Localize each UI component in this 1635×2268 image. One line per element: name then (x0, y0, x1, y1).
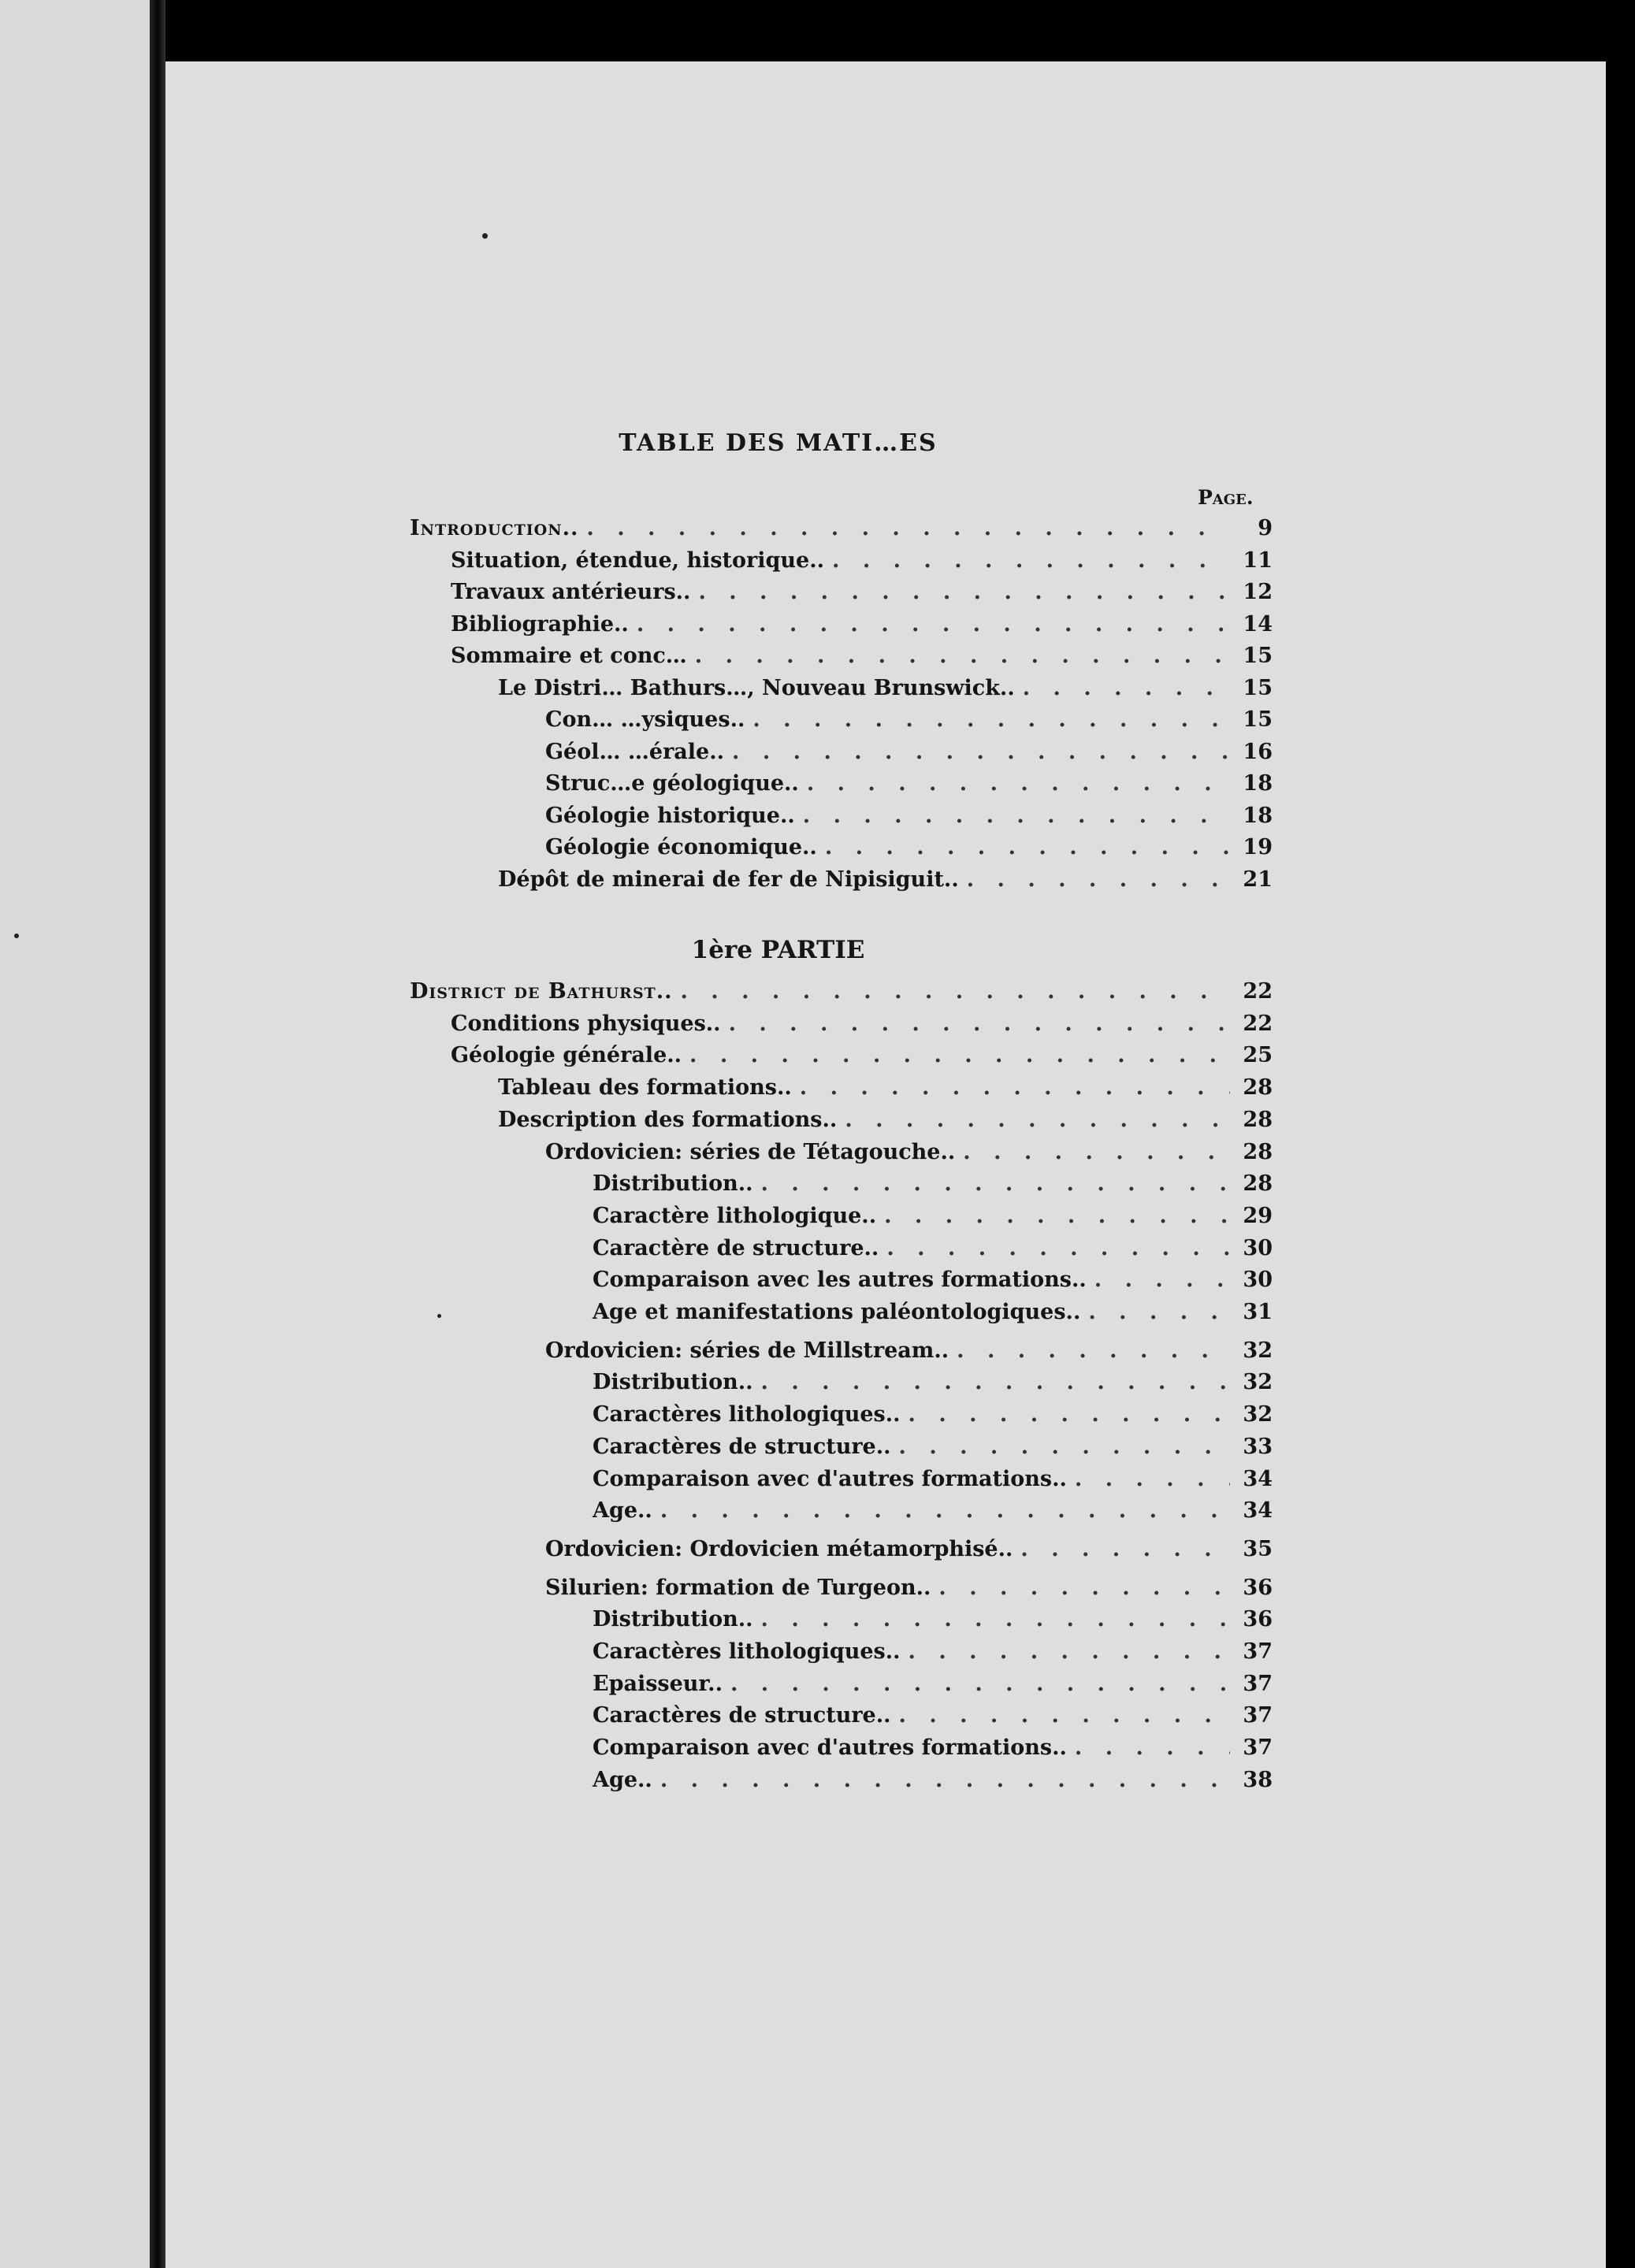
toc-entry-label: Ordovicien: Ordovicien métamorphisé.. (545, 1536, 1013, 1561)
toc-entry-label: Géologie générale.. (451, 1043, 682, 1068)
toc-entry-label: Comparaison avec les autres formations.. (593, 1268, 1087, 1293)
toc-entry-label: Silurien: formation de Turgeon.. (545, 1575, 931, 1600)
toc-entry (593, 1204, 1273, 1232)
leader-dots (938, 1576, 1230, 1600)
toc-entry (593, 1402, 1273, 1431)
toc-entry-page: 28 (1243, 1171, 1273, 1197)
leader-dots (660, 1768, 1230, 1792)
toc-entry-page: 32 (1243, 1370, 1273, 1395)
page-column-header: Page. (1198, 486, 1254, 509)
toc-entry-label: Géologie économique.. (545, 835, 817, 859)
leader-dots (825, 835, 1230, 859)
toc-entry (593, 1435, 1273, 1463)
toc-entry-label: Travaux antérieurs.. (451, 580, 691, 604)
toc-entry-page: 15 (1243, 707, 1273, 732)
leader-dots (899, 1435, 1230, 1459)
leader-dots (807, 771, 1230, 796)
leader-dots (698, 580, 1230, 604)
toc-entry-page: 34 (1243, 1498, 1273, 1524)
toc-entry-page: 33 (1243, 1434, 1273, 1459)
toc-entry-label: Caractères de structure.. (593, 1434, 891, 1459)
toc-entry-page: 37 (1243, 1735, 1273, 1761)
leader-dots (732, 740, 1230, 764)
leader-dots (695, 644, 1230, 668)
toc-entry-label: Distribution.. (593, 1607, 753, 1632)
toc-entry-page: 22 (1243, 1011, 1273, 1036)
leader-dots (761, 1171, 1230, 1196)
leader-dots (730, 1672, 1230, 1696)
toc-entry (545, 1338, 1273, 1367)
toc-entry-page: 38 (1243, 1767, 1273, 1792)
toc-entry-label: Le Distri… Bathurs…, Nouveau Brunswick.. (498, 675, 1015, 700)
toc-entry-label: Ordovicien: séries de Tétagouche.. (545, 1139, 956, 1164)
toc-entry-page: 18 (1243, 771, 1273, 796)
toc-entry-page: 18 (1243, 803, 1273, 828)
toc-entry (498, 676, 1273, 704)
toc-entry (545, 771, 1273, 800)
toc-entry-page: 25 (1243, 1043, 1273, 1068)
toc-entry (498, 1075, 1273, 1104)
toc-entry (593, 1768, 1273, 1796)
toc-entry-label: Dépôt de minerai de fer de Nipisiguit.. (498, 867, 959, 892)
toc-entry-page: 16 (1243, 739, 1273, 764)
toc-entry-page: 32 (1243, 1338, 1273, 1363)
toc-entry (451, 644, 1273, 672)
leader-dots (803, 804, 1230, 828)
toc-entry-label: Caractères lithologiques.. (593, 1639, 901, 1664)
toc-entry (593, 1735, 1273, 1764)
toc-entry-label: Situation, étendue, historique.. (451, 548, 825, 573)
leader-dots (963, 1140, 1230, 1164)
toc-entry-label: Ordovicien: séries de Millstream.. (545, 1338, 949, 1363)
toc-entry-label: Caractère de structure.. (593, 1235, 879, 1260)
leader-dots (845, 1108, 1230, 1132)
leader-dots (800, 1075, 1230, 1100)
toc-entry-page: 29 (1243, 1203, 1273, 1228)
toc-entry-label: Description des formations.. (498, 1107, 838, 1132)
toc-entry (593, 1703, 1273, 1732)
toc-entry (498, 867, 1273, 896)
leader-dots (761, 1370, 1230, 1394)
leader-dots (909, 1639, 1230, 1664)
toc-entry-label: District de Bathurst.. (410, 979, 673, 1004)
toc-entry-page: 36 (1243, 1575, 1273, 1600)
toc-entry-page: 28 (1243, 1139, 1273, 1164)
toc-entry (545, 1140, 1273, 1168)
leader-dots (681, 979, 1231, 1004)
leader-dots (586, 516, 1230, 540)
toc-entry-page: 31 (1243, 1300, 1273, 1324)
toc-entry-page: 19 (1243, 835, 1273, 859)
toc-entry-label: Age et manifestations paléontologiques.. (593, 1300, 1081, 1324)
toc-entry (410, 516, 1273, 544)
toc-entry-page: 32 (1243, 1402, 1273, 1427)
leader-dots (1094, 1268, 1230, 1292)
speck (437, 1314, 441, 1318)
leader-dots (752, 707, 1230, 732)
toc-entry-label: Comparaison avec d'autres formations.. (593, 1466, 1067, 1491)
toc-entry-page: 30 (1243, 1235, 1273, 1260)
toc-entry (498, 1108, 1273, 1136)
toc-entry (545, 1537, 1273, 1565)
leader-dots (660, 1498, 1230, 1523)
leader-dots (967, 867, 1230, 892)
toc-entry-page: 34 (1243, 1466, 1273, 1491)
toc-entry (451, 612, 1273, 640)
toc-entry-label: Caractères de structure.. (593, 1703, 891, 1728)
toc-entry (545, 1576, 1273, 1604)
toc-entry (593, 1672, 1273, 1700)
toc-entry-page: 30 (1243, 1268, 1273, 1293)
toc-title: TABLE DES MATI…ES (619, 429, 938, 457)
leader-dots (886, 1236, 1230, 1260)
toc-entry (593, 1639, 1273, 1668)
leader-dots (957, 1338, 1230, 1363)
toc-entry-label: Con… …ysiques.. (545, 707, 745, 732)
toc-entry-label: Tableau des formations.. (498, 1075, 792, 1101)
toc-entry (593, 1607, 1273, 1635)
toc-entry-label: Caractère lithologique.. (593, 1203, 877, 1228)
toc-entry-page: 37 (1243, 1671, 1273, 1696)
toc-entry (593, 1171, 1273, 1200)
leader-dots (1023, 676, 1230, 700)
book-gutter (150, 0, 165, 2268)
toc-entry (545, 707, 1273, 736)
speck (482, 233, 488, 239)
toc-entry (410, 979, 1273, 1008)
toc-entry (593, 1236, 1273, 1264)
toc-entry-page: 11 (1243, 548, 1273, 573)
toc-entry-label: Bibliographie.. (451, 611, 629, 637)
leader-dots (729, 1012, 1230, 1036)
toc-entry-label: Age.. (593, 1767, 652, 1792)
toc-entry-page: 21 (1243, 867, 1273, 892)
leader-dots (761, 1607, 1230, 1631)
leader-dots (884, 1204, 1230, 1228)
toc-entry (593, 1300, 1273, 1328)
toc-entry (451, 1012, 1273, 1040)
toc-entry-label: Age.. (593, 1498, 652, 1524)
toc-entry-label: Struc…e géologique.. (545, 771, 799, 796)
toc-entry-label: Introduction.. (410, 516, 579, 540)
toc-entry-label: Caractères lithologiques.. (593, 1402, 901, 1427)
toc-entry-page: 15 (1243, 675, 1273, 700)
toc-entry-page: 14 (1243, 611, 1273, 637)
leader-dots (1088, 1300, 1230, 1324)
toc-entry-label: Comparaison avec d'autres formations.. (593, 1735, 1067, 1761)
toc-entry-label: Distribution.. (593, 1171, 753, 1197)
toc-entry (545, 740, 1273, 768)
toc-entry-page: 36 (1243, 1607, 1273, 1632)
leader-dots (909, 1402, 1230, 1427)
toc-entry-label: Epaisseur.. (593, 1671, 723, 1696)
toc-entry-page: 15 (1243, 644, 1273, 668)
toc-entry (545, 804, 1273, 832)
toc-entry (545, 835, 1273, 863)
left-page-edge (0, 0, 151, 2268)
toc-entry-page: 28 (1243, 1075, 1273, 1101)
toc-entry-page: 37 (1243, 1703, 1273, 1728)
toc-entry (593, 1370, 1273, 1398)
toc-entry-page: 37 (1243, 1639, 1273, 1664)
part-title: 1ère PARTIE (691, 936, 865, 964)
toc-entry (451, 580, 1273, 608)
toc-entry-page: 9 (1258, 516, 1273, 540)
leader-dots (1075, 1467, 1230, 1491)
toc-entry-page: 12 (1243, 580, 1273, 604)
leader-dots (899, 1703, 1230, 1728)
leader-dots (1075, 1735, 1230, 1760)
toc-entry-label: Conditions physiques.. (451, 1011, 721, 1036)
toc-entry-label: Sommaire et conc… (451, 644, 687, 668)
leader-dots (637, 612, 1230, 637)
toc-entry-page: 28 (1243, 1107, 1273, 1132)
scan-border (1606, 55, 1635, 2268)
leader-dots (1020, 1537, 1230, 1561)
toc-entry (593, 1467, 1273, 1495)
leader-dots (832, 548, 1230, 573)
toc-entry-page: 22 (1243, 979, 1273, 1004)
toc-entry (451, 1043, 1273, 1071)
toc-entry (593, 1268, 1273, 1296)
toc-entry-label: Géologie historique.. (545, 803, 795, 828)
toc-entry-label: Distribution.. (593, 1370, 753, 1395)
toc-entry (451, 548, 1273, 577)
toc-entry-page: 35 (1243, 1536, 1273, 1561)
leader-dots (689, 1043, 1230, 1067)
toc-entry-label: Géol… …érale.. (545, 739, 725, 764)
speck (14, 934, 19, 938)
toc-entry (593, 1498, 1273, 1527)
